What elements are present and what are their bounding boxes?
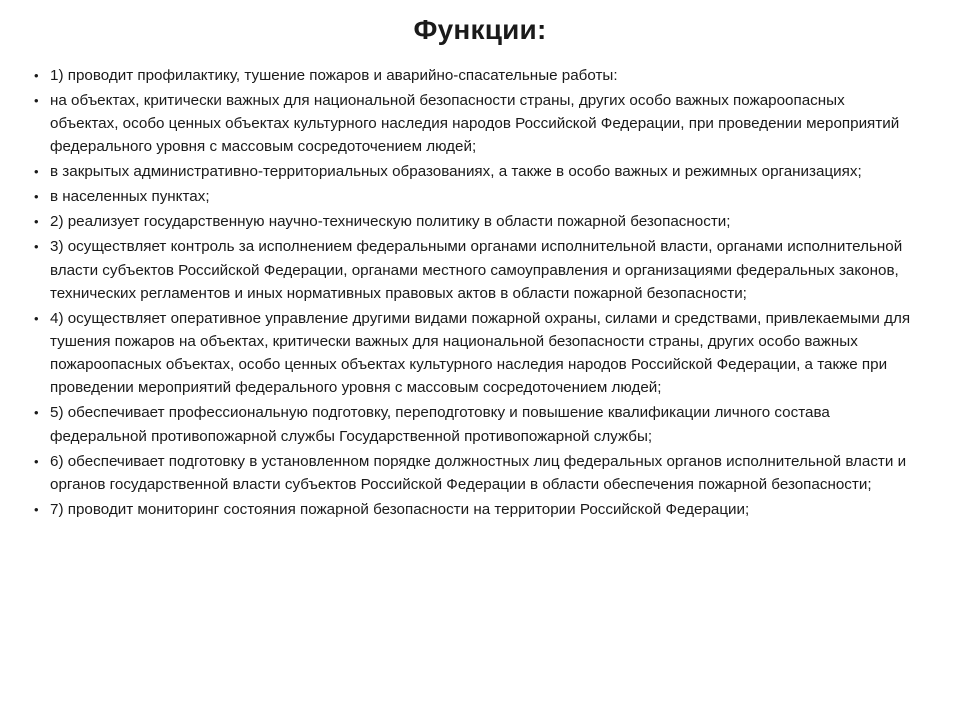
bullet-icon: • — [34, 93, 39, 108]
slide-title: Функции: — [413, 14, 547, 45]
list-item — [34, 307, 914, 400]
function-list — [34, 64, 914, 523]
bullet-icon: • — [34, 189, 39, 205]
list-item-text: 2) реализует государственную научно-техническую политику в области пожарной безопасности; — [50, 213, 731, 231]
list-item-text: 3) осуществляет контроль за исполнением федеральными органами исполнительной власти, органами исполнительной власти субъектов Российской Федерации, органами местного самоуправления и организациями федеральных законов, технических регламентов и иных нормативных правовых актов в области пожарной безопасности; — [50, 238, 903, 302]
list-item — [34, 498, 914, 521]
list-item-text: 7) проводит мониторинг состояния пожарной безопасности на территории Российской Федерации; — [50, 500, 750, 518]
list-item-text: 4) осуществляет оперативное управление другими видами пожарной охраны, силами и средствами, привлекаемыми для тушения пожаров на объектах, критически важных для национальной безопасности страны, других особо важных пожароопасных объектах, особо ценных объектах культурного наследия народов Российской Федерации, а также при проведении мероприятий федерального уровня с массовым сосредоточением людей; — [50, 309, 911, 397]
list-item — [34, 450, 914, 496]
list-item — [34, 160, 914, 183]
list-item-text: 1) проводит профилактику, тушение пожаров и аварийно-спасательные работы: — [50, 67, 618, 84]
list-item-text: в населенных пунктах; — [50, 188, 210, 206]
list-item — [34, 64, 914, 87]
bullet-icon: • — [34, 239, 39, 255]
list-item-text: 6) обеспечивает подготовку в установленном порядке должностных лиц федеральных органов исполнительной власти и органов государственной власти субъектов Российской Федерации в области обеспечения пожарной безопасности; — [50, 452, 907, 493]
list-item — [34, 235, 914, 305]
list-item — [34, 185, 914, 208]
bullet-icon: • — [34, 214, 39, 230]
list-item — [34, 89, 914, 159]
list-item-text: 5) обеспечивает профессиональную подготовку, переподготовку и повышение квалификации личного состава федеральной противопожарной службы Государственной противопожарной службы; — [50, 404, 830, 445]
list-item-text: в закрытых административно-территориальных образованиях, а также в особо важных и режимных организациях; — [50, 163, 862, 181]
bullet-icon: • — [34, 164, 39, 180]
bullet-icon: • — [34, 501, 39, 517]
bullet-icon: • — [34, 453, 39, 469]
bullet-icon: • — [34, 405, 39, 421]
bullet-icon: • — [34, 68, 39, 83]
bullet-icon: • — [34, 310, 39, 326]
list-item — [34, 401, 914, 447]
list-item — [34, 210, 914, 233]
list-item-text: на объектах, критически важных для национальной безопасности страны, других особо важных пожароопасных объектах, особо ценных объектах культурного наследия народов Российской Федерации, при проведении мероприятий федерального уровня с массовым сосредоточением людей; — [50, 92, 900, 156]
